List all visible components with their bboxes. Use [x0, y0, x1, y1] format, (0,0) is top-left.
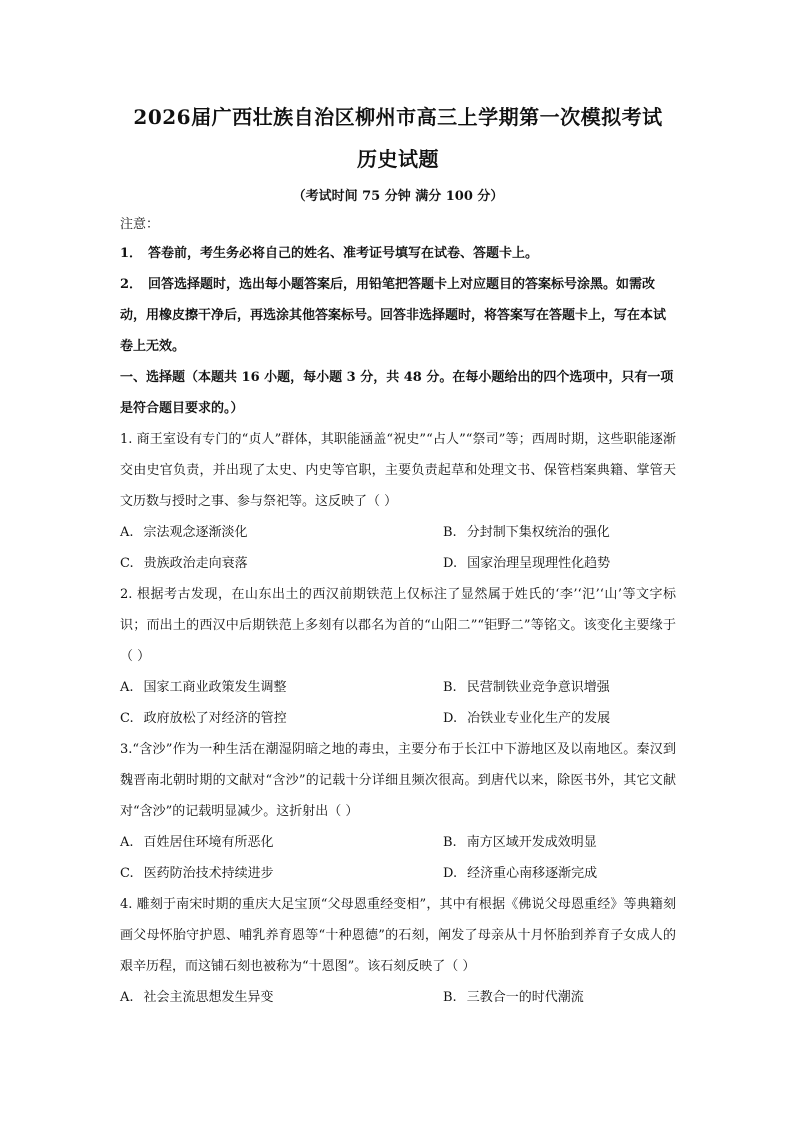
option-letter: A.: [120, 525, 134, 540]
option-letter: B.: [443, 990, 457, 1005]
option-letter: A.: [120, 680, 134, 695]
option-text: 南方区域开发成效明显: [466, 835, 597, 850]
option-letter: D.: [443, 711, 458, 726]
option-a: [120, 517, 443, 548]
notice-item-1: [120, 238, 676, 269]
notice-label: 注意：: [120, 217, 160, 232]
option-d: [443, 548, 676, 579]
option-b: [443, 517, 676, 548]
option-a: [120, 982, 443, 1013]
question-2-stem: 2. 根据考古发现，在山东出土的西汉前期铁范上仅标注了显然属于姓氏的‘李’‘氾’‘山’等文字标识；而出土的西汉中后期铁范上多刻有以郡名为首的“山阳二”“钜野二”等铭文。该变化主要缘于（ ）: [120, 587, 676, 664]
exam-time-info: （考试时间 75 分钟 满分 100 分）: [292, 189, 504, 204]
option-letter: B.: [443, 680, 457, 695]
exam-page: [120, 96, 676, 1013]
notice-item-text: 答卷前，考生务必将自己的姓名、准考证号填写在试卷、答题卡上。: [148, 246, 539, 261]
question-3-stem: 3.“含沙”作为一种生活在潮湿阴暗之地的毒虫，主要分布于长江中下游地区及以南地区。秦汉到魏晋南北朝时期的文献对“含沙”的记载十分详细且频次很高。到唐代以来，除医书外，其它文献对“含沙”的记载明显减少。这折射出（ ）: [120, 742, 676, 819]
option-text: 国家治理呈现理性化趋势: [467, 556, 611, 571]
option-b: [443, 672, 676, 703]
option-text: 国家工商业政策发生调整: [143, 680, 287, 695]
question-1-stem: 1. 商王室设有专门的“贞人”群体，其职能涵盖“祝史”“占人”“祭司”等；西周时期，这些职能逐渐交由史官负责，并出现了太史、内史等官职，主要负责起草和处理文书、保管档案典籍、掌管天文历数与授时之事、参与祭祀等。这反映了（ ）: [120, 432, 676, 509]
option-text: 宗法观念逐渐淡化: [143, 525, 248, 540]
notice-item-number: 2．: [120, 277, 143, 292]
option-letter: D.: [443, 556, 458, 571]
exam-title: 2026届广西壮族自治区柳州市高三上学期第一次模拟考试: [133, 105, 663, 129]
option-text: 社会主流思想发生异变: [143, 990, 274, 1005]
option-text: 冶铁业专业化生产的发展: [467, 711, 611, 726]
option-text: 医药防治技术持续进步: [143, 866, 274, 881]
question-3-options: [120, 827, 676, 889]
option-c: [120, 703, 443, 734]
option-letter: A.: [120, 990, 134, 1005]
option-text: 百姓居住环境有所恶化: [143, 835, 274, 850]
question-4-stem: 4. 雕刻于南宋时期的重庆大足宝顶“父母恩重经变相”，其中有根据《佛说父母恩重经》等典籍刻画父母怀胎守护恩、哺乳养育恩等“十种恩德”的石刻，阐发了母亲从十月怀胎到养育子女成人的艰辛历程，而这铺石刻也被称为“十恩图”。该石刻反映了（ ）: [120, 897, 676, 974]
option-letter: C.: [120, 866, 134, 881]
option-letter: D.: [443, 866, 458, 881]
option-letter: B.: [443, 525, 457, 540]
option-letter: C.: [120, 556, 134, 571]
option-c: [120, 548, 443, 579]
notice-item-2: [120, 269, 676, 362]
option-b: [443, 982, 676, 1013]
option-text: 政府放松了对经济的管控: [143, 711, 287, 726]
question-1-options: [120, 517, 676, 579]
option-text: 经济重心南移逐渐完成: [467, 866, 598, 881]
question-2-options: [120, 672, 676, 734]
exam-subject-title: 历史试题: [357, 147, 439, 171]
option-letter: C.: [120, 711, 134, 726]
option-d: [443, 703, 676, 734]
option-c: [120, 858, 443, 889]
option-d: [443, 858, 676, 889]
option-letter: B.: [443, 835, 457, 850]
option-text: 贵族政治走向衰落: [143, 556, 248, 571]
option-b: [443, 827, 676, 858]
option-text: 分封制下集权统治的强化: [466, 525, 610, 540]
option-letter: A.: [120, 835, 134, 850]
option-a: [120, 672, 443, 703]
option-text: 三教合一的时代潮流: [466, 990, 584, 1005]
question-4-options: [120, 982, 676, 1013]
option-text: 民营制铁业竞争意识增强: [466, 680, 610, 695]
section-heading: 一、选择题（本题共 16 小题，每小题 3 分，共 48 分。在每小题给出的四个选项中，只有一项是符合题目要求的。）: [120, 370, 674, 416]
option-a: [120, 827, 443, 858]
notice-item-number: 1．: [120, 246, 143, 261]
notice-item-text: 回答选择题时，选出每小题答案后，用铅笔把答题卡上对应题目的答案标号涂黑。如需改动，用橡皮擦干净后，再选涂其他答案标号。回答非选择题时，将答案写在答题卡上，写在本试卷上无效。: [120, 277, 667, 354]
